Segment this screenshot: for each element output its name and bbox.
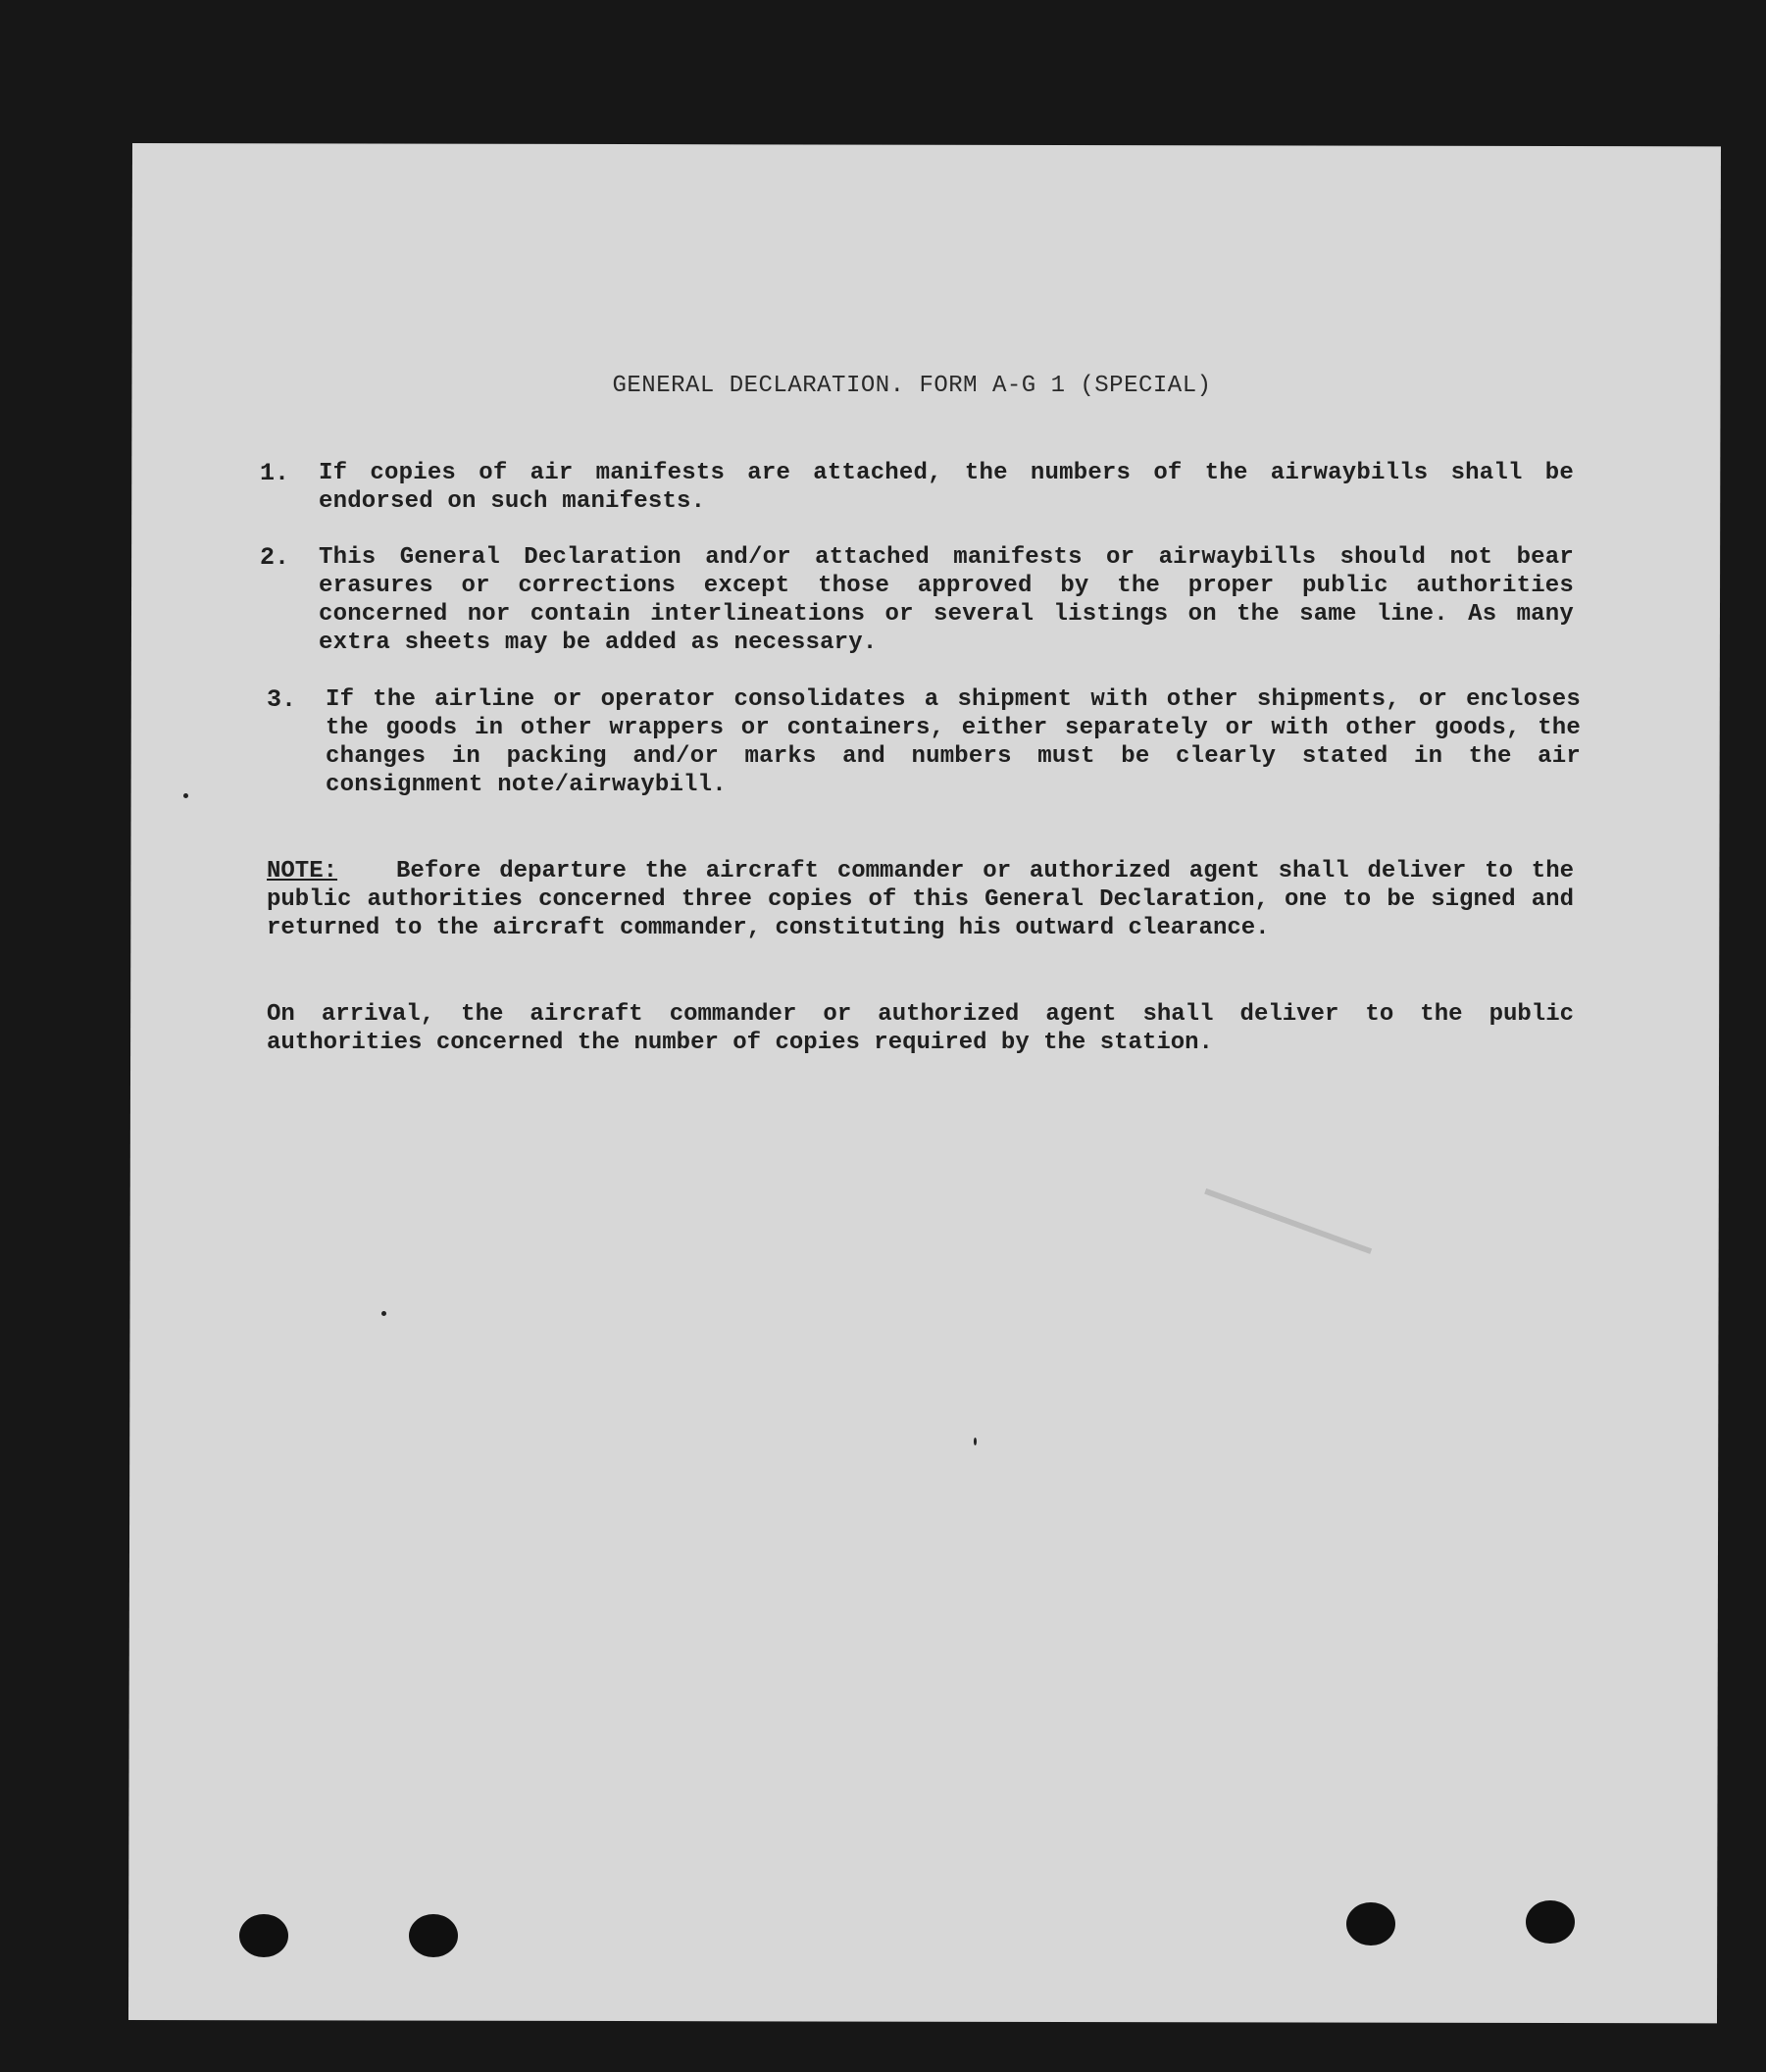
- ink-speck: [381, 1311, 386, 1316]
- punch-hole: [239, 1914, 288, 1957]
- item-number: 1.: [260, 459, 290, 487]
- item-number: 3.: [267, 685, 297, 714]
- note-paragraph: [267, 857, 1574, 942]
- ink-speck: [974, 1438, 977, 1445]
- document: [132, 143, 1721, 2020]
- note-label: NOTE:: [267, 858, 338, 884]
- punch-hole: [1526, 1900, 1575, 1944]
- ink-speck: [183, 793, 188, 798]
- arrival-paragraph: On arrival, the aircraft commander or authorized agent shall deliver to the public authorities concerned the number of copies required by the station.: [267, 1001, 1574, 1056]
- document-title: GENERAL DECLARATION. FORM A-G 1 (SPECIAL): [612, 373, 1212, 399]
- note-text: Before departure the aircraft commander or authorized agent shall deliver to the public authorities concerned three copies of this General Declaration, one to be signed and returned to the aircraft commander, constituting his outward clearance.: [267, 858, 1574, 941]
- item-text: If the airline or operator consolidates a shipment with other shipments, or encloses the goods in other wrappers or containers, either separately or with other goods, the changes in packing and/or marks and numbers must be clearly stated in the air consignment note/airwaybill.: [326, 686, 1581, 798]
- punch-hole: [1346, 1902, 1395, 1946]
- item-text: If copies of air manifests are attached, the numbers of the airwaybills shall be endorsed on such manifests.: [319, 460, 1574, 515]
- item-text: This General Declaration and/or attached manifests or airwaybills should not bear erasures or corrections except those approved by the proper public authorities concerned nor contain interlineations or several listings on the same line. As many extra sheets may be added as necessary.: [319, 544, 1574, 656]
- item-number: 2.: [260, 543, 290, 572]
- punch-hole: [409, 1914, 458, 1957]
